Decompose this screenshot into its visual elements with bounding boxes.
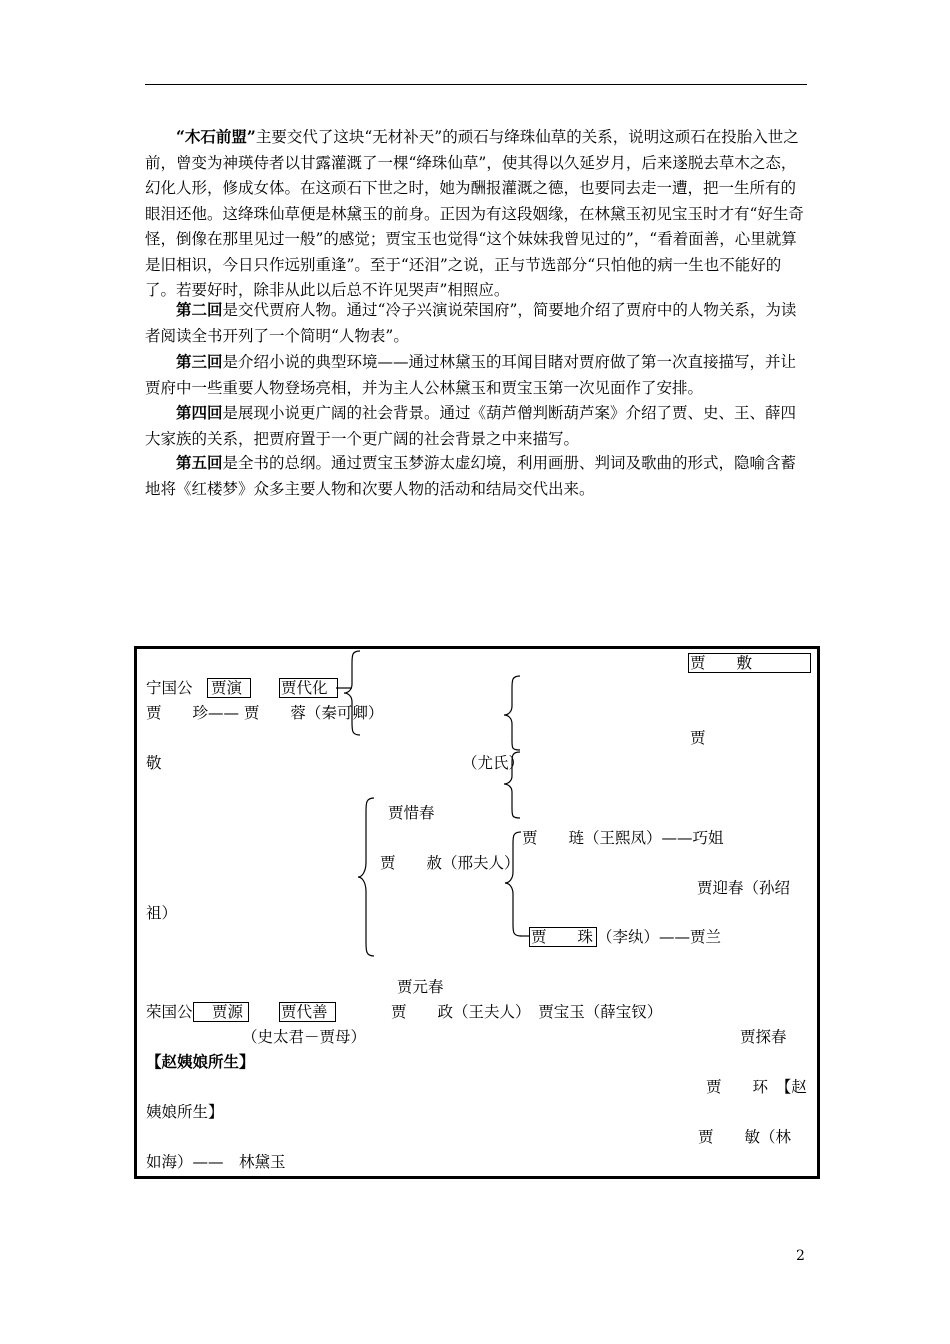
line-jia-she: 贾 赦（邢夫人） <box>380 854 520 872</box>
name-jia-jing-part2: 敬 <box>146 754 162 772</box>
paragraph-text: 是展现小说更广阔的社会背景。通过《葫芦僧判断葫芦案》介绍了贾、史、王、薛四大家族的关系，把贾府置于一个更广阔的社会背景之中来描写。 <box>145 404 797 448</box>
name-jia-xichun: 贾惜春 <box>388 804 435 822</box>
line-jia-zhu-rest: （李纨）——贾兰 <box>597 928 722 946</box>
paragraph-text: 主要交代了这块“无材补天”的顽石与绛珠仙草的关系，说明这顽石在投胎入世之前，曾变为神瑛侍者以甘露灌溉了一棵“绛珠仙草”，使其得以久延岁月，后来遂脱去草木之态，幻化人形，修成女体。在这顽石下世之时，她为酬报灌溉之德，也要同去走一遭，把一生所有的眼泪还他。这绛珠仙草便是林黛玉的前身。正因为有这段姻缘，在林黛玉初见宝玉时才有“好生奇怪，倒像在那里见过一般”的感觉；贾宝玉也觉得“这个妹妹我曾见过的”，“看着面善，心里就算是旧相识，今日只作远别重逢”。至于“还泪”之说，正与节选部分“只怕他的病一生也不能好的了。若要好时，除非从此以后总不许见哭声”相照应。 <box>145 128 804 299</box>
name-shi-taijun: （史太君－贾母） <box>242 1028 367 1046</box>
label-ningguo: 宁国公 <box>146 679 193 697</box>
name-jia-zhu: 贾 珠 <box>531 928 594 946</box>
name-jia-yuan: 贾源 <box>212 1003 244 1021</box>
paragraph-text: 是全书的总纲。通过贾宝玉梦游太虚幻境，利用画册、判词及歌曲的形式，隐喻含蓄地将《红楼梦》众多主要人物和次要人物的活动和结局交代出来。 <box>145 454 797 498</box>
name-jia-tanchun: 贾探春 <box>740 1028 787 1046</box>
paragraph-heading: 第二回 <box>176 300 223 319</box>
name-jia-min-part1: 贾 敏（林 <box>698 1128 792 1146</box>
brace-lian <box>505 832 521 936</box>
line-jia-zheng: 贾 政（王夫人） 贾宝玉（薛宝钗） <box>391 1003 663 1021</box>
name-jia-jing-part1: 贾 <box>690 729 706 747</box>
paragraph-heading: 第五回 <box>176 453 223 472</box>
name-jia-huan-part2: 姨娘所生】 <box>146 1103 224 1121</box>
name-jia-yingchun-part1: 贾迎春（孙绍 <box>697 879 791 897</box>
name-jia-min-part2: 如海）—— 林黛玉 <box>146 1153 286 1171</box>
line-jia-lian: 贾 琏（王熙凤）——巧姐 <box>522 829 724 847</box>
brace-she <box>358 798 374 956</box>
paragraph-text: 是交代贾府人物。通过“冷子兴演说荣国府”，简要地介绍了贾府中的人物关系，为读者阅读全书开列了一个简明“人物表”。 <box>145 301 797 345</box>
name-jia-daishan: 贾代善 <box>281 1003 328 1021</box>
name-jia-huan-part1: 贾 环 【赵 <box>706 1078 807 1096</box>
brace-jing <box>504 676 520 750</box>
paragraph-heading: “木石前盟” <box>176 127 256 146</box>
page-number: 2 <box>796 1248 805 1264</box>
name-jia-yingchun-part2: 祖） <box>146 904 178 922</box>
note-zhao-part1: 【赵姨娘所生】 <box>146 1052 255 1071</box>
name-jia-fu: 贾 敷 <box>690 654 753 672</box>
name-jia-yuanchun: 贾元春 <box>397 978 444 996</box>
label-rongguo: 荣国公 <box>146 1003 193 1021</box>
paragraph-heading: 第三回 <box>176 352 223 371</box>
name-jia-daihua: 贾代化 <box>281 679 328 697</box>
paragraph-heading: 第四回 <box>176 403 223 422</box>
name-you-shi: （尤氏） <box>462 754 525 772</box>
paragraph-text: 是介绍小说的典型环境——通过林黛玉的耳闻目睹对贾府做了第一次直接描写，并让贾府中一些重要人物登场亮相，并为主人公林黛玉和贾宝玉第一次见面作了安排。 <box>145 353 797 397</box>
line-jia-zhen: 贾 珍—— 贾 蓉（秦可卿） <box>146 704 384 722</box>
name-jia-yan: 贾演 <box>211 679 243 697</box>
